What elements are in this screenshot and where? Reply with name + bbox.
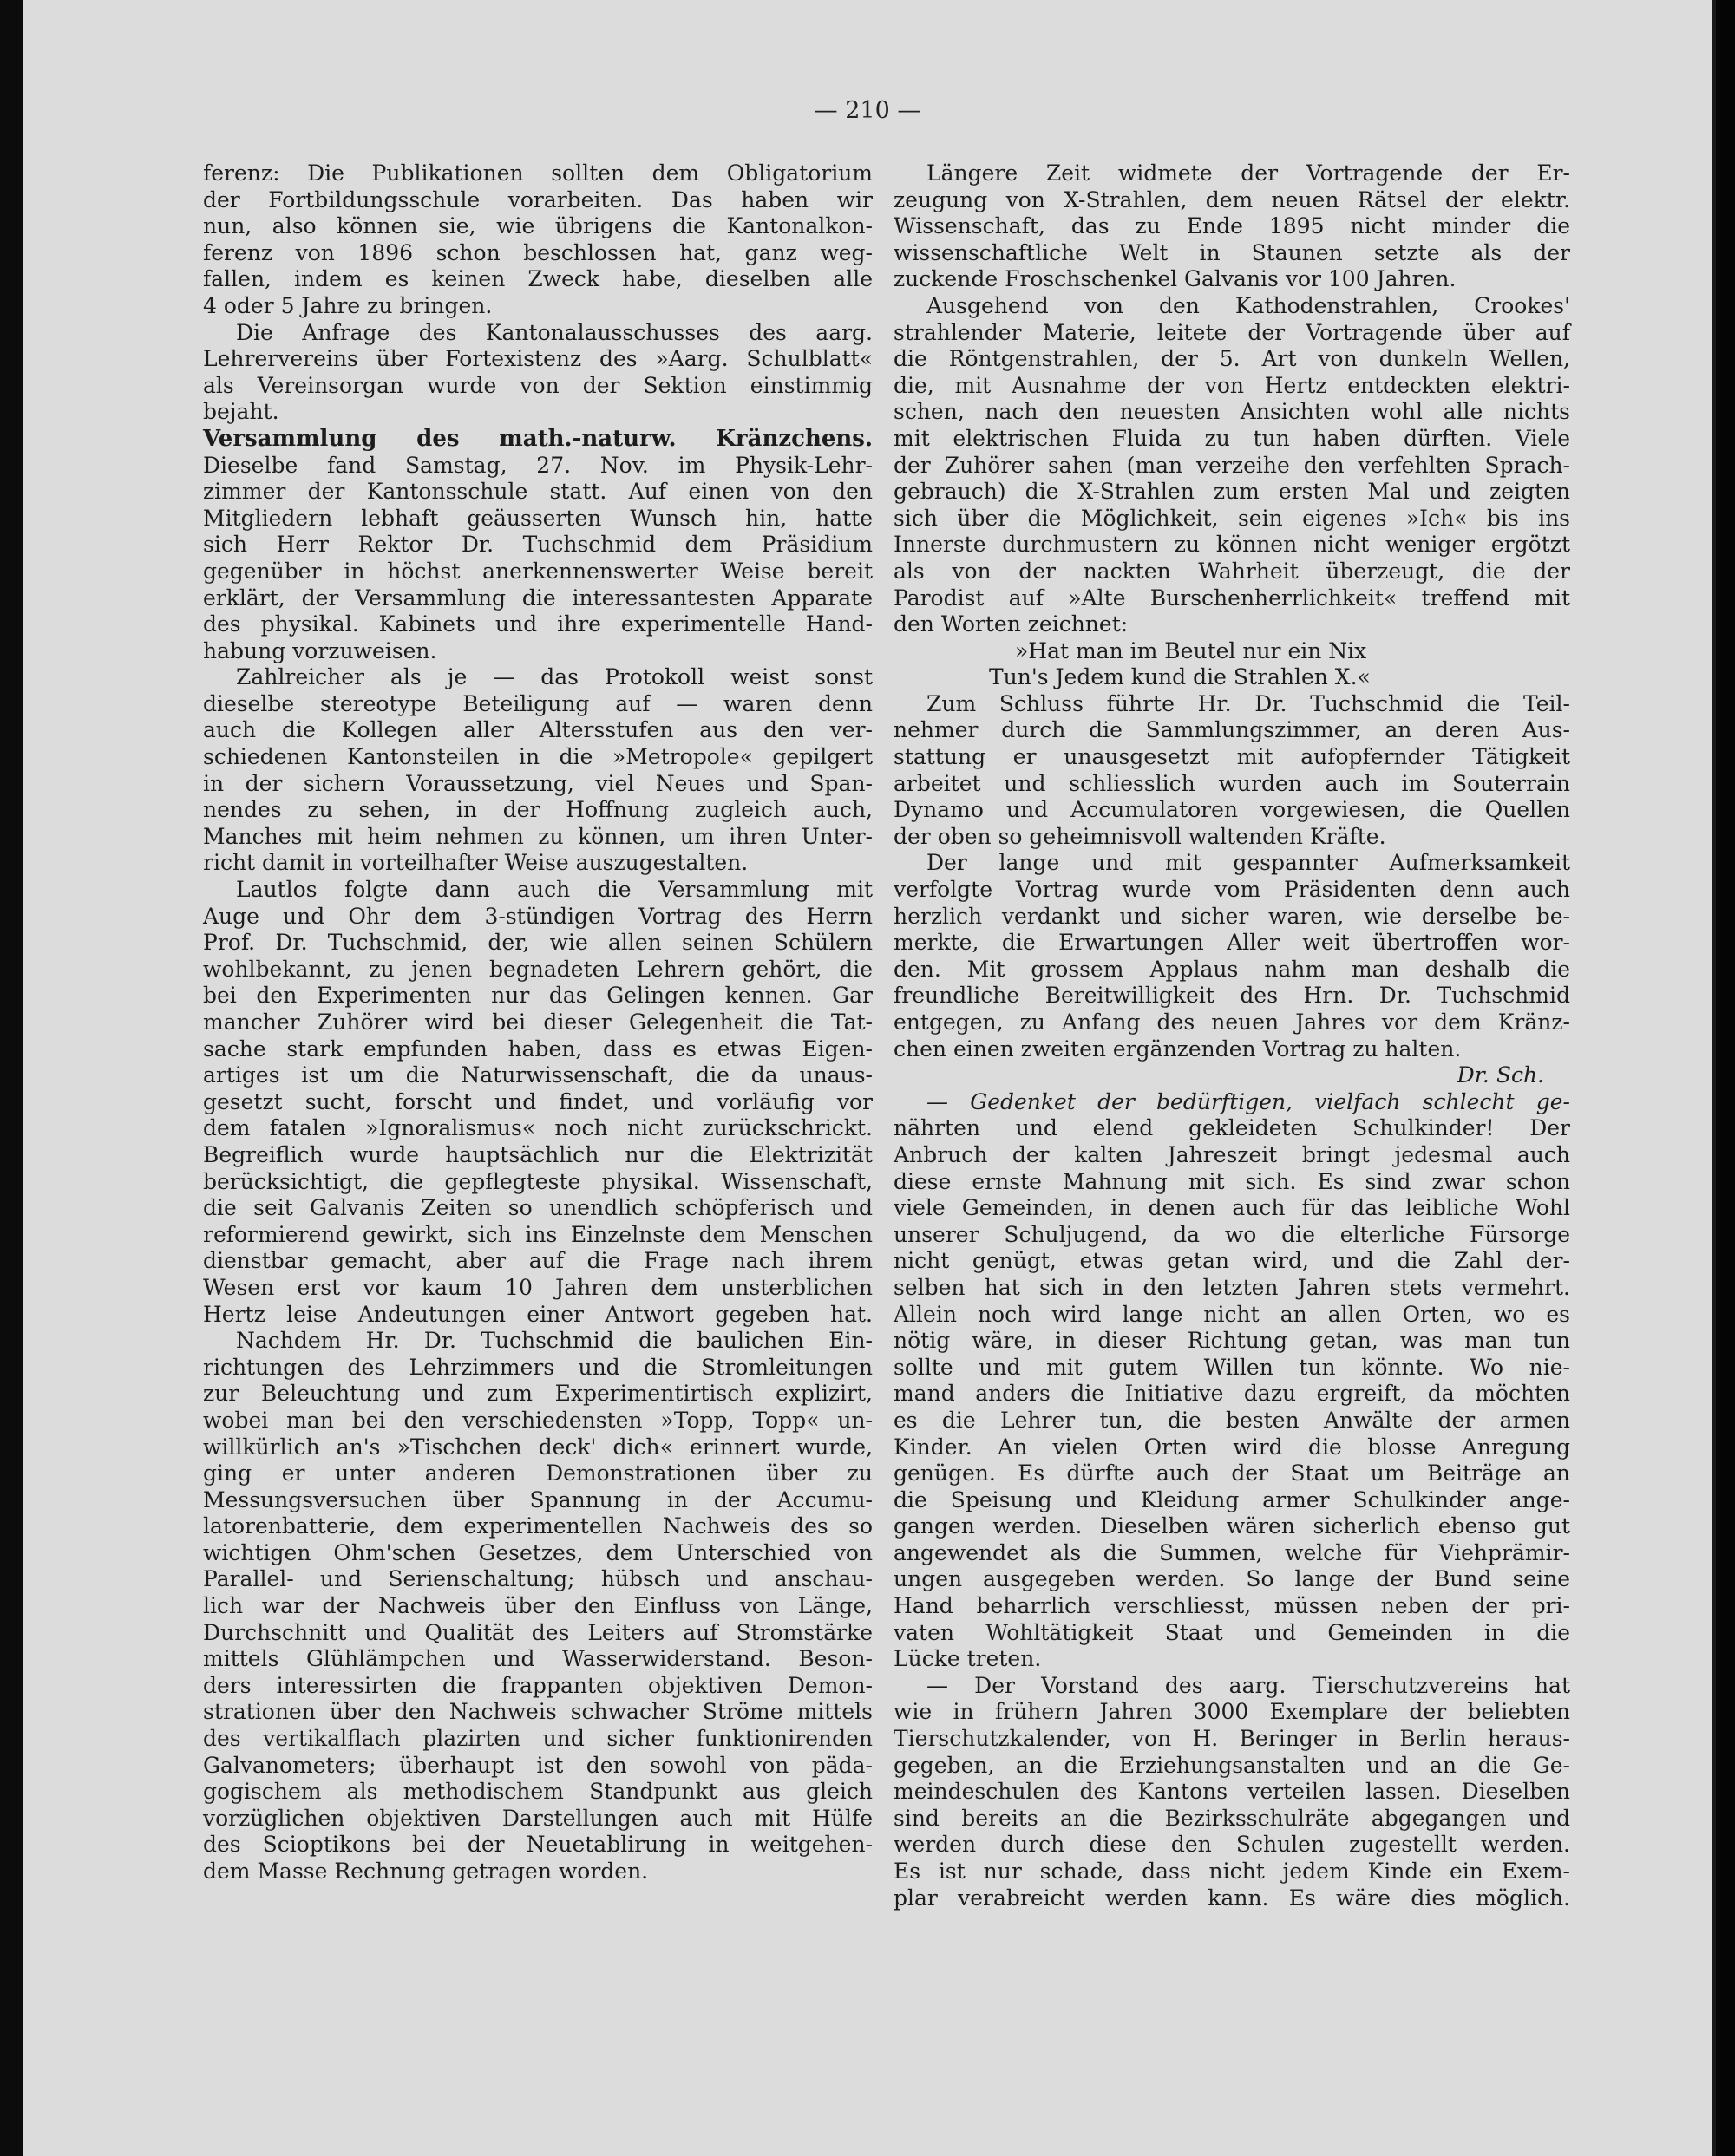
right-column-line: verfolgte Vortrag wurde vom Präsidenten denn auch	[894, 877, 1570, 903]
left-column-line: Galvanometers; überhaupt ist den sowohl von päda-	[203, 1752, 873, 1778]
right-column-line: wie in frühern Jahren 3000 Exemplare der beliebten	[894, 1699, 1570, 1725]
right-column-line: Tierschutzkalender, von H. Beringer in Berlin heraus-	[894, 1726, 1570, 1752]
right-column-line: entgegen, zu Anfang des neuen Jahres vor dem Kränz-	[894, 1009, 1570, 1035]
left-column-line: zimmer der Kantonsschule statt. Auf einen von den	[203, 479, 873, 505]
left-column-line: ferenz: Die Publikationen sollten dem Obligatorium	[203, 160, 873, 186]
left-column-line: dem fatalen »Ignoralismus« noch nicht zurückschrickt.	[203, 1115, 873, 1141]
left-column-line: berücksichtigt, die gepflegteste physikal. Wissenschaft,	[203, 1168, 873, 1194]
right-column-line: Lücke treten.	[894, 1646, 1042, 1672]
left-column-line: willkürlich an's »Tischchen deck' dich« erinnert wurde,	[203, 1434, 873, 1460]
right-column-line: Ausgehend von den Kathodenstrahlen, Crookes'	[926, 292, 1570, 318]
right-column-line: nicht genügt, etwas getan wird, und die Zahl der-	[894, 1248, 1570, 1274]
left-column-line: dem Masse Rechnung getragen worden.	[203, 1859, 649, 1884]
right-column-line: nährten und elend gekleideten Schulkinder! Der	[894, 1115, 1570, 1141]
right-column-line: sind bereits an die Bezirksschulräte abgegangen und	[894, 1805, 1570, 1831]
right-column-line: arbeitet und schliesslich wurden auch im Souterrain	[894, 770, 1570, 796]
right-column-line: die, mit Ausnahme der von Hertz entdeckten elektri-	[894, 372, 1570, 398]
page-number: — 210 —	[814, 97, 921, 124]
right-column-line: den Worten zeichnet:	[894, 611, 1129, 637]
right-column-line: vaten Wohltätigkeit Staat und Gemeinden in die	[894, 1619, 1570, 1645]
right-column-line: Tun's Jedem kund die Strahlen X.«	[989, 664, 1371, 690]
left-column-line: artiges ist um die Naturwissenschaft, die da unaus-	[203, 1062, 873, 1088]
left-column-line: habung vorzuweisen.	[203, 637, 437, 663]
right-column-line: nehmer durch die Sammlungszimmer, an deren Aus-	[894, 717, 1570, 743]
right-column-line: der Zuhörer sahen (man verzeihe den verfehlten Sprach-	[894, 452, 1570, 478]
right-column-line: Innerste durchmustern zu können nicht weniger ergötzt	[894, 532, 1570, 558]
left-column-line: Messungsversuchen über Spannung in der Accumu-	[203, 1486, 873, 1512]
left-column-line: des physikal. Kabinets und ihre experimentelle Hand-	[203, 611, 873, 637]
left-column-line: dieselbe stereotype Beteiligung auf — waren denn	[203, 690, 873, 716]
left-column-line: in der sichern Voraussetzung, viel Neues und Span-	[203, 770, 873, 796]
left-column-line: Dieselbe fand Samstag, 27. Nov. im Physik-Lehr-	[203, 452, 873, 478]
right-column-line: sich über die Möglichkeit, sein eigenes »Ich« bis ins	[894, 505, 1570, 531]
right-column-line: freundliche Bereitwilligkeit des Hrn. Dr. Tuchschmid	[894, 983, 1570, 1009]
right-column-line: viele Gemeinden, in denen auch für das leibliche Wohl	[894, 1195, 1570, 1221]
right-column-line: gebrauch) die X-Strahlen zum ersten Mal und zeigten	[894, 479, 1570, 505]
right-column-line: chen einen zweiten ergänzenden Vortrag zu halten.	[894, 1036, 1462, 1062]
left-column-line: Durchschnitt und Qualität des Leiters auf Stromstärke	[203, 1619, 873, 1645]
right-column-line: nötig wäre, in dieser Richtung getan, was man tun	[894, 1328, 1570, 1354]
right-column-line: genügen. Es dürfte auch der Staat um Beiträge an	[894, 1460, 1570, 1486]
left-column-line: wobei man bei den verschiedensten »Topp, Topp« un-	[203, 1407, 873, 1433]
right-column-line: Kinder. An vielen Orten wird die blosse Anregung	[894, 1434, 1570, 1460]
left-column-line: latorenbatterie, dem experimentellen Nachweis des so	[203, 1513, 873, 1539]
left-column-line: richtungen des Lehrzimmers und die Stromleitungen	[203, 1354, 873, 1380]
right-column-line: mand anders die Initiative dazu ergreift, da möchten	[894, 1381, 1570, 1407]
left-column-line: gesetzt sucht, forscht und findet, und vorläufig vor	[203, 1088, 873, 1114]
right-column-line: — Gedenket der bedürftigen, vielfach schlecht ge-	[926, 1088, 1570, 1114]
left-column-line: Begreiflich wurde hauptsächlich nur die Elektrizität	[203, 1141, 873, 1167]
left-column-line: richt damit in vorteilhafter Weise auszugestalten.	[203, 850, 749, 876]
left-column-line: ferenz von 1896 schon beschlossen hat, ganz weg-	[203, 239, 873, 265]
left-column-line: Parallel- und Serienschaltung; hübsch und anschau-	[203, 1566, 873, 1592]
right-column-line: schen, nach den neuesten Ansichten wohl alle nichts	[894, 399, 1570, 425]
right-column-line: diese ernste Mahnung mit sich. Es sind zwar schon	[894, 1168, 1570, 1194]
left-column-line: Auge und Ohr dem 3-stündigen Vortrag des Herrn	[203, 903, 873, 929]
left-column-line: 4 oder 5 Jahre zu bringen.	[203, 292, 493, 318]
right-column-line: sollte und mit gutem Willen tun könnte. Wo nie-	[894, 1354, 1570, 1380]
left-column-line: reformierend gewirkt, sich ins Einzelnste dem Menschen	[203, 1221, 873, 1247]
left-column-line: zur Beleuchtung und zum Experimentirtisch explizirt,	[203, 1381, 873, 1407]
right-column-line: Zum Schluss führte Hr. Dr. Tuchschmid die Teil-	[926, 690, 1570, 716]
right-column-line: es die Lehrer tun, die besten Anwälte der armen	[894, 1407, 1570, 1433]
left-column-line: Wesen erst vor kaum 10 Jahren dem unsterblichen	[203, 1274, 873, 1300]
right-column-line: Es ist nur schade, dass nicht jedem Kinde ein Exem-	[894, 1859, 1570, 1884]
right-column-line: unserer Schuljugend, da wo die elterliche Fürsorge	[894, 1221, 1570, 1247]
right-column-line: plar verabreicht werden kann. Es wäre dies möglich.	[894, 1885, 1570, 1911]
right-column-line: — Der Vorstand des aarg. Tierschutzvereins hat	[926, 1672, 1570, 1698]
left-column-line: des vertikalflach plazirten und sicher funktionirenden	[203, 1726, 873, 1752]
left-column-line: mancher Zuhörer wird bei dieser Gelegenheit die Tat-	[203, 1009, 873, 1035]
left-column-line: dienstbar gemacht, aber auf die Frage nach ihrem	[203, 1248, 873, 1274]
right-column-line: angewendet als die Summen, welche für Viehprämir-	[894, 1539, 1570, 1565]
right-column-line: Wissenschaft, das zu Ende 1895 nicht minder die	[894, 213, 1570, 239]
right-column-line: »Hat man im Beutel nur ein Nix	[1015, 637, 1367, 663]
right-column-line: wissenschaftliche Welt in Staunen setzte als der	[894, 239, 1570, 265]
left-column-line: ging er unter anderen Demonstrationen über zu	[203, 1460, 873, 1486]
right-column-line: Hand beharrlich verschliesst, müssen neben der pri-	[894, 1593, 1570, 1619]
right-column-line: den. Mit grossem Applaus nahm man deshalb die	[894, 956, 1570, 982]
left-column-line: fallen, indem es keinen Zweck habe, dieselben alle	[203, 266, 873, 292]
left-column-line: bejaht.	[203, 399, 279, 425]
left-column-line: Lehrervereins über Fortexistenz des »Aarg. Schulblatt«	[203, 346, 873, 372]
right-column-line: werden durch diese den Schulen zugestellt werden.	[894, 1832, 1570, 1858]
left-column-line: Die Anfrage des Kantonalausschusses des aarg.	[236, 319, 873, 345]
left-text-column	[203, 160, 873, 1885]
left-column-line: Manches mit heim nehmen zu können, um ihren Unter-	[203, 823, 873, 849]
left-column-line: bei den Experimenten nur das Gelingen kennen. Gar	[203, 983, 873, 1009]
right-column-line: Allein noch wird lange nicht an allen Orten, wo es	[894, 1301, 1570, 1327]
right-text-column	[894, 160, 1570, 1911]
left-column-line: nendes zu sehen, in der Hoffnung zugleich auch,	[203, 797, 873, 823]
left-column-line: schiedenen Kantonsteilen in die »Metropole« gepilgert	[203, 744, 873, 770]
left-column-line: erklärt, der Versammlung die interessantesten Apparate	[203, 585, 873, 611]
left-column-line: Mitgliedern lebhaft geäusserten Wunsch hin, hatte	[203, 505, 873, 531]
right-column-line: gegeben, an die Erziehungsanstalten und an die Ge-	[894, 1752, 1570, 1778]
left-column-line: die seit Galvanis Zeiten so unendlich schöpferisch und	[203, 1195, 873, 1221]
right-column-line: als von der nackten Wahrheit überzeugt, die der	[894, 558, 1570, 584]
left-column-line: gegenüber in höchst anerkennenswerter Weise bereit	[203, 558, 873, 584]
left-column-line: ders interessirten die frappanten objektiven Demon-	[203, 1672, 873, 1698]
right-column-line: Dr. Sch.	[1457, 1062, 1544, 1088]
left-column-line: strationen über den Nachweis schwacher Ströme mittels	[203, 1699, 873, 1725]
left-column-line: nun, also können sie, wie übrigens die Kantonalkon-	[203, 213, 873, 239]
right-column-line: zuckende Froschschenkel Galvanis vor 100 Jahren.	[894, 266, 1457, 292]
left-column-line: mittels Glühlämpchen und Wasserwiderstand. Beson-	[203, 1646, 873, 1672]
left-column-line: lich war der Nachweis über den Einfluss von Länge,	[203, 1593, 873, 1619]
left-column-line: Nachdem Hr. Dr. Tuchschmid die baulichen Ein-	[236, 1328, 873, 1354]
left-column-line: als Vereinsorgan wurde von der Sektion einstimmig	[203, 372, 873, 398]
right-column-line: strahlender Materie, leitete der Vortragende über auf	[894, 319, 1570, 345]
right-column-line: Der lange und mit gespannter Aufmerksamkeit	[926, 850, 1570, 876]
left-column-line: gogischem als methodischem Standpunkt aus gleich	[203, 1779, 873, 1805]
left-column-line: sache stark empfunden haben, dass es etwas Eigen-	[203, 1036, 873, 1062]
right-column-line: Längere Zeit widmete der Vortragende der Er-	[926, 160, 1570, 186]
left-column-line: Versammlung des math.-naturw. Kränzchens.	[203, 425, 873, 452]
right-column-line: mit elektrischen Fluida zu tun haben dürften. Viele	[894, 425, 1570, 451]
left-column-line: der Fortbildungsschule vorarbeiten. Das haben wir	[203, 186, 873, 212]
left-column-line: Hertz leise Andeutungen einer Antwort gegeben hat.	[203, 1301, 873, 1327]
right-column-line: merkte, die Erwartungen Aller weit übertroffen wor-	[894, 930, 1570, 956]
left-column-line: Lautlos folgte dann auch die Versammlung mit	[236, 877, 873, 903]
right-column-line: zeugung von X-Strahlen, dem neuen Rätsel der elektr.	[894, 186, 1570, 212]
right-column-line: die Speisung und Kleidung armer Schulkinder ange-	[894, 1486, 1570, 1512]
newspaper-page	[23, 0, 1712, 2156]
right-column-line: die Röntgenstrahlen, der 5. Art von dunkeln Wellen,	[894, 346, 1570, 372]
right-column-line: meindeschulen des Kantons verteilen lassen. Dieselben	[894, 1779, 1570, 1805]
left-column-line: wohlbekannt, zu jenen begnadeten Lehrern gehört, die	[203, 956, 873, 982]
right-column-line: gangen werden. Dieselben wären sicherlich ebenso gut	[894, 1513, 1570, 1539]
right-column-line: stattung er unausgesetzt mit aufopfernder Tätigkeit	[894, 744, 1570, 770]
left-column-line: vorzüglichen objektiven Darstellungen auch mit Hülfe	[203, 1805, 873, 1831]
right-column-line: Parodist auf »Alte Burschenherrlichkeit« treffend mit	[894, 585, 1570, 611]
left-column-line: Prof. Dr. Tuchschmid, der, wie allen seinen Schülern	[203, 930, 873, 956]
scan-right-border	[1716, 0, 1735, 2156]
right-column-line: selben hat sich in den letzten Jahren stets vermehrt.	[894, 1274, 1570, 1300]
right-column-line: Dynamo und Accumulatoren vorgewiesen, die Quellen	[894, 797, 1570, 823]
left-column-line: auch die Kollegen aller Altersstufen aus den ver-	[203, 717, 873, 743]
right-column-line: herzlich verdankt und sicher waren, wie derselbe be-	[894, 903, 1570, 929]
left-column-line: Zahlreicher als je — das Protokoll weist sonst	[236, 664, 873, 690]
right-column-line: der oben so geheimnisvoll waltenden Kräfte.	[894, 823, 1386, 849]
left-column-line: des Scioptikons bei der Neuetablirung in weitgehen-	[203, 1832, 873, 1858]
scan-left-border	[0, 0, 23, 2156]
left-column-line: wichtigen Ohm'schen Gesetzes, dem Unterschied von	[203, 1539, 873, 1565]
right-column-line: Anbruch der kalten Jahreszeit bringt jedesmal auch	[894, 1141, 1570, 1167]
right-column-line: ungen ausgegeben werden. So lange der Bund seine	[894, 1566, 1570, 1592]
left-column-line: sich Herr Rektor Dr. Tuchschmid dem Präsidium	[203, 532, 873, 558]
